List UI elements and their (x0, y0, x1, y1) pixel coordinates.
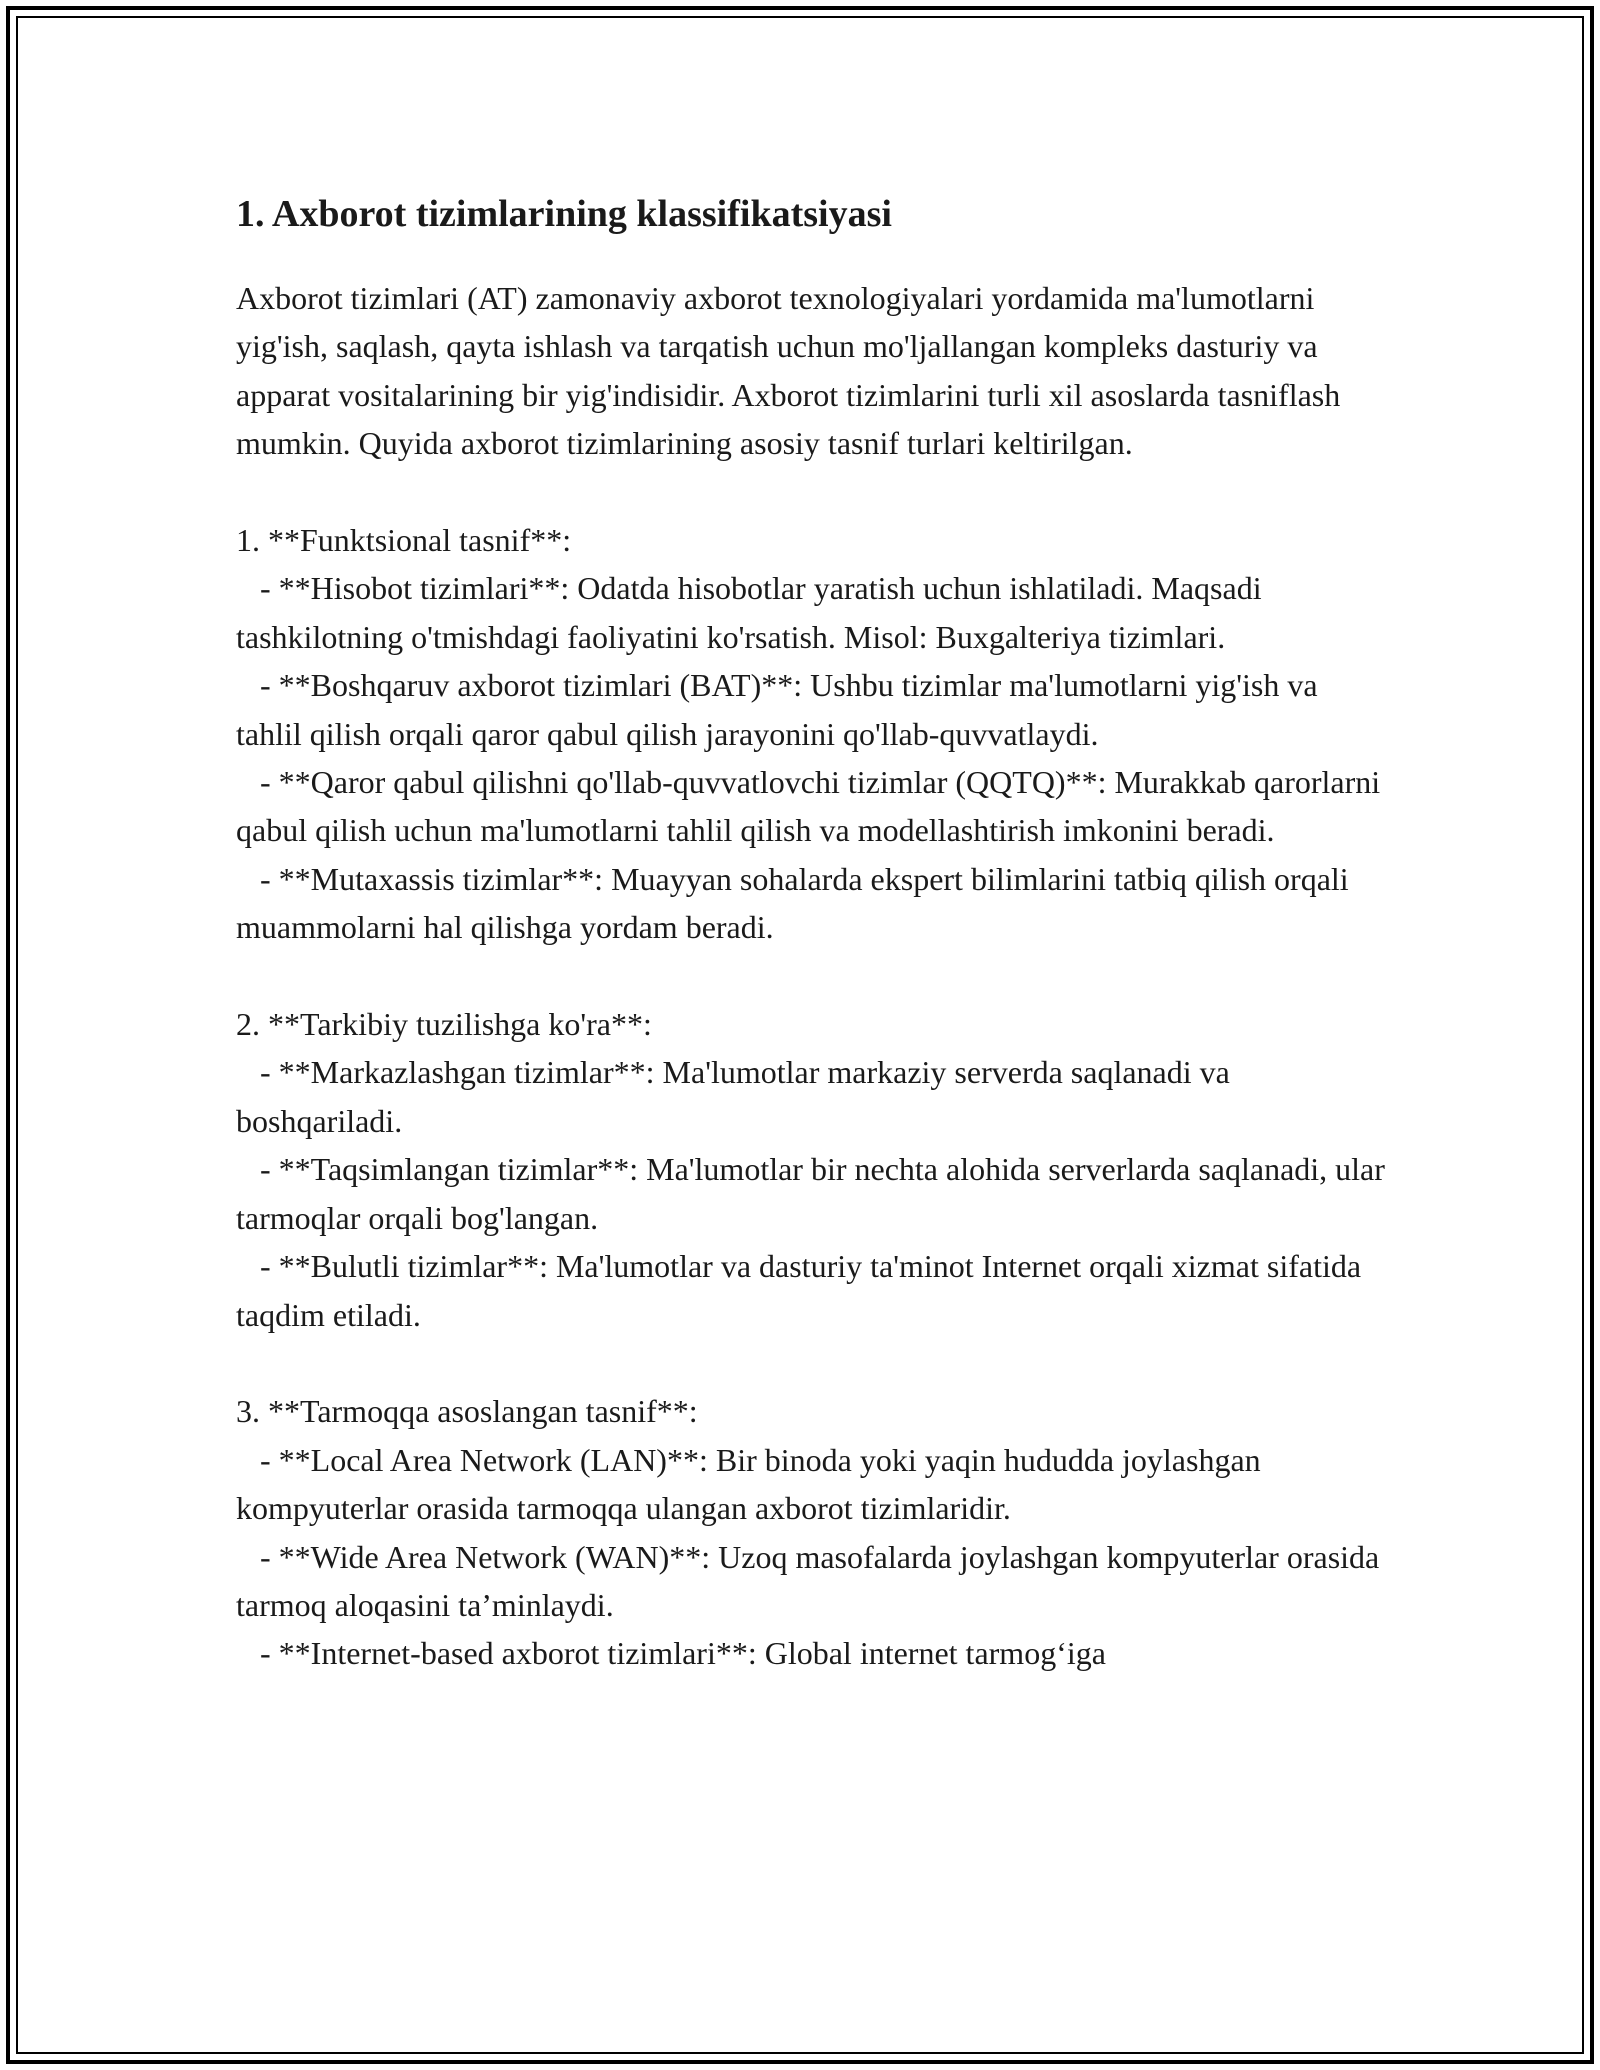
list-item: - **Hisobot tizimlari**: Odatda hisobotlar yaratish uchun ishlatiladi. Maqsadi tashkilotning o'tmishdagi faoliyatini ko'rsatish. Misol: Buxgalteriya tizimlari. (236, 570, 1262, 655)
spacer (236, 1339, 1386, 1387)
list-item: - **Local Area Network (LAN)**: Bir binoda yoki yaqin hududda joylashgan kompyuterlar orasida tarmoqqa ulangan axborot tizimlaridir. (236, 1441, 1261, 1527)
section-functional (236, 516, 1386, 952)
list-item: - **Markazlashgan tizimlar**: Ma'lumotlar markaziy serverda saqlanadi va boshqariladi. (236, 1054, 1230, 1139)
section-heading: 3. **Tarmoqqa asoslangan tasnif**: (236, 1393, 698, 1430)
section-heading: 2. **Tarkibiy tuzilishga ko'ra**: (236, 1006, 652, 1043)
list-item: - **Mutaxassis tizimlar**: Muayyan sohalarda ekspert bilimlarini tatbiq qilish orqali muammolarni hal qilishga yordam beradi. (236, 860, 1349, 946)
section-heading: 1. **Funktsional tasnif**: (236, 522, 572, 559)
list-item: - **Qaror qabul qilishni qo'llab-quvvatlovchi tizimlar (QQTQ)**: Murakkab qarorlarni qabul qilish uchun ma'lumotlarni tahlil qilish va modellashtirish imkonini beradi. (236, 764, 1381, 849)
list-item: - **Bulutli tizimlar**: Ma'lumotlar va dasturiy ta'minot Internet orqali xizmat sifatida taqdim etiladi. (236, 1248, 1362, 1333)
intro-paragraph: Axborot tizimlari (AT) zamonaviy axborot texnologiyalari yordamida ma'lumotlarni yig'ish, saqlash, qayta ishlash va tarqatish uchun mo'ljallangan kompleks dasturiy va apparat vositalarining bir yig'indisidir. Axborot tizimlarini turli xil asoslarda tasniflash mumkin. Quyida axborot tizimlarining asosiy tasnif turlari keltirilgan. (236, 280, 1341, 462)
section-structural (236, 1000, 1386, 1339)
list-item: - **Wide Area Network (WAN)**: Uzoq masofalarda joylashgan kompyuterlar orasida tarmoq aloqasini ta’minlaydi. (236, 1538, 1380, 1623)
document-title: 1. Axborot tizimlarining klassifikatsiyasi (236, 193, 892, 235)
spacer (236, 952, 1386, 1000)
section-network (236, 1387, 1386, 1677)
list-item: - **Boshqaruv axborot tizimlari (BAT)**: Ushbu tizimlar ma'lumotlarni yig'ish va tahlil qilish orqali qaror qabul qilish jarayonini qo'llab-quvvatlaydi. (236, 667, 1318, 752)
spacer (236, 468, 1386, 516)
document-body (236, 186, 1386, 1678)
list-item: - **Taqsimlangan tizimlar**: Ma'lumotlar bir nechta alohida serverlarda saqlanadi, ular tarmoqlar orqali bog'langan. (236, 1151, 1385, 1236)
list-item: - **Internet-based axborot tizimlari**: Global internet tarmog‘iga (260, 1635, 1106, 1672)
